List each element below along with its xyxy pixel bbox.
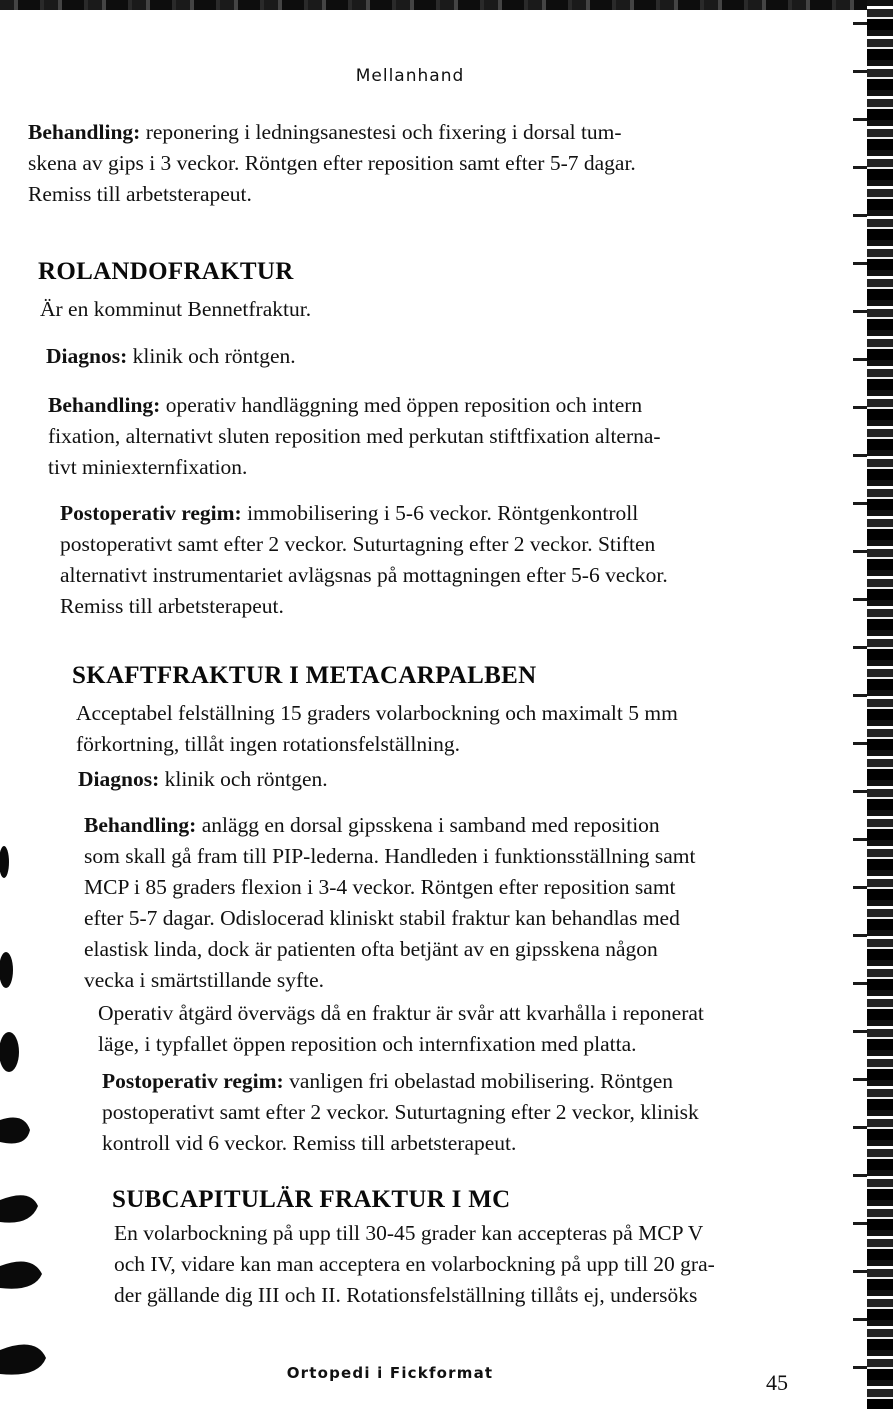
skaftfraktur-diagnosis: Diagnos: klinik och röntgen. — [78, 767, 328, 791]
rolando-diagnosis: Diagnos: klinik och röntgen. — [46, 344, 296, 368]
treatment-label: Behandling: — [48, 393, 161, 417]
rolando-postop-paragraph: Postoperativ regim: immobilisering i 5-6 veckor. Röntgenkontroll postoperativt samt efter 2 veckor. Suturtagning efter 2 veckor. Stiften alternativt instrumentariet avlägsnas på mottagningen efter 5-6 veckor. Remiss till arbetsterapeut. — [60, 501, 668, 618]
skaftfraktur-heading: SKAFTFRAKTUR I METACARPALBEN — [72, 662, 537, 689]
rolando-intro: Är en komminut Bennetfraktur. — [40, 297, 312, 321]
spiral-binding-icon — [0, 830, 50, 1390]
skaftfraktur-operative-paragraph: Operativ åtgärd övervägs då en fraktur är svår att kvarhålla i reponerat läge, i typfallet öppen reposition och internfixation med platta. — [98, 1001, 704, 1056]
rolando-heading: ROLANDOFRAKTUR — [38, 258, 294, 285]
top-scan-edge — [0, 0, 893, 10]
rolando-treatment-paragraph: Behandling: operativ handläggning med öppen reposition och intern fixation, alternativt sluten reposition med perkutan stiftfixation alterna- tivt miniexternfixation. — [48, 393, 661, 479]
mellanhand-treatment-paragraph: Behandling: reponering i ledningsanestesi och fixering i dorsal tum- skena av gips i 3 veckor. Röntgen efter reposition samt efter 5-7 dagar. Remiss till arbetsterapeut. — [28, 120, 636, 206]
diagnosis-label: Diagnos: — [46, 344, 128, 368]
footer-book-title: Ortopedi i Fickformat — [286, 1364, 494, 1382]
postop-label: Postoperativ regim: — [102, 1069, 284, 1093]
subcapitular-paragraph: En volarbockning på upp till 30-45 grader kan accepteras på MCP V och IV, vidare kan man acceptera en volarbockning på upp till 20 gra- der gällande dig III och II. Rotationsfelställning tillåts ej, undersöks — [114, 1221, 715, 1307]
skaftfraktur-postop-paragraph: Postoperativ regim: vanligen fri obelastad mobilisering. Röntgen postoperativt samt efter 2 veckor. Suturtagning efter 2 veckor, klinisk kontroll vid 6 veckor. Remiss till arbetsterapeut. — [102, 1069, 699, 1155]
diagnosis-label: Diagnos: — [78, 767, 160, 791]
treatment-label: Behandling: — [28, 120, 141, 144]
treatment-label: Behandling: — [84, 813, 197, 837]
postop-label: Postoperativ regim: — [60, 501, 242, 525]
skaftfraktur-intro: Acceptabel felställning 15 graders volarbockning och maximalt 5 mm förkortning, tillåt ingen rotationsfelställning. — [76, 701, 678, 756]
running-head: Mellanhand — [355, 66, 465, 86]
subcapitular-heading: SUBCAPITULÄR FRAKTUR I MC — [112, 1186, 511, 1213]
skaftfraktur-treatment-paragraph: Behandling: anlägg en dorsal gipsskena i samband med reposition som skall gå fram till PIP-lederna. Handleden i funktionsställning samt MCP i 85 graders flexion i 3-4 veckor. Röntgen efter reposition samt efter 5-7 dagar. Odislocerad kliniskt stabil fraktur kan behandlas med elastisk linda, dock är patienten ofta betjänt av en gipsskena någon vecka i smärtstillande syfte. — [84, 813, 696, 992]
right-binding-edge — [867, 0, 893, 1409]
page-number: 45 — [766, 1370, 788, 1395]
